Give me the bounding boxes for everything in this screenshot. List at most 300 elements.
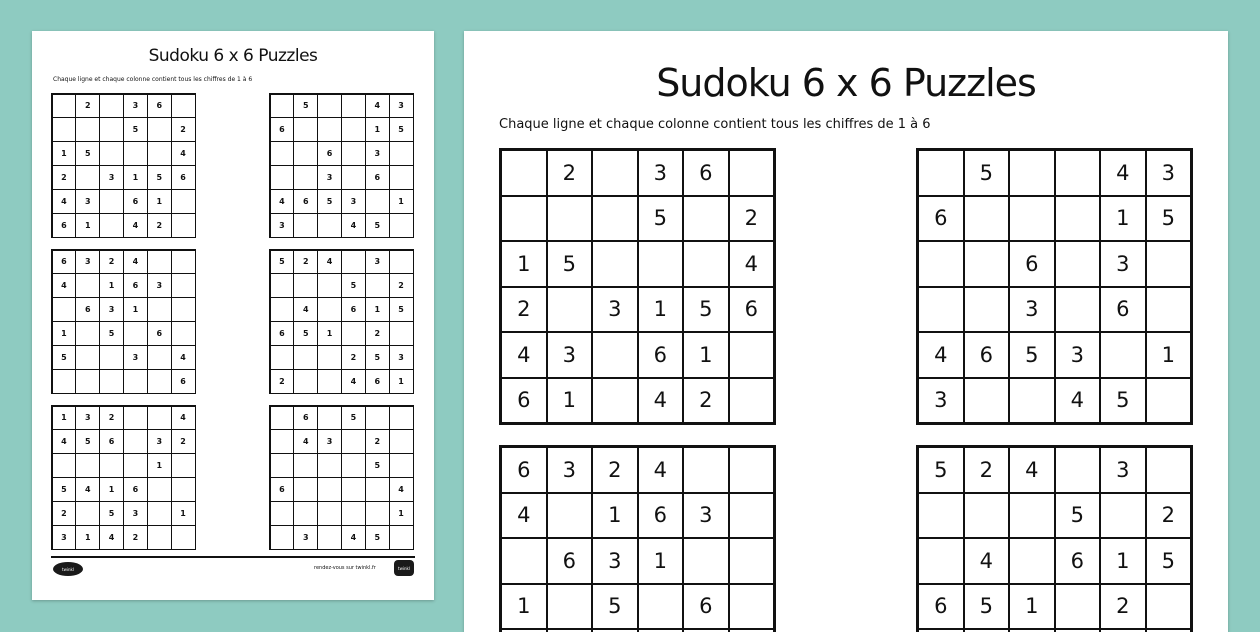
sudoku-cell: 2 xyxy=(684,379,728,423)
sudoku-cell xyxy=(294,502,317,525)
sudoku-cell xyxy=(124,370,147,393)
sudoku-cell: 2 xyxy=(124,526,147,549)
sudoku-cell: 4 xyxy=(53,274,76,297)
sudoku-cell: 4 xyxy=(639,379,683,423)
sudoku-cell xyxy=(318,407,341,430)
sudoku-cell: 3 xyxy=(366,251,389,274)
sudoku-cell: 3 xyxy=(593,539,637,583)
sudoku-cell: 3 xyxy=(342,190,365,213)
sudoku-cell: 4 xyxy=(342,214,365,237)
sudoku-cell xyxy=(124,142,147,165)
sudoku-cell: 5 xyxy=(148,166,171,189)
sudoku-cell xyxy=(76,454,99,477)
sudoku-cell: 1 xyxy=(1147,333,1191,377)
sudoku-cell: 6 xyxy=(100,430,123,453)
sudoku-cell xyxy=(172,95,195,118)
sudoku-cell: 5 xyxy=(1056,494,1100,538)
sudoku-cell xyxy=(593,333,637,377)
sudoku-cell: 1 xyxy=(1101,539,1145,583)
sudoku-cell xyxy=(76,346,99,369)
sudoku-cell xyxy=(124,322,147,345)
sudoku-cell xyxy=(342,166,365,189)
sudoku-cell: 2 xyxy=(390,274,413,297)
sudoku-cell xyxy=(100,118,123,141)
sudoku-cell: 5 xyxy=(1147,539,1191,583)
sudoku-cell xyxy=(919,151,963,195)
sudoku-cell xyxy=(684,197,728,241)
sudoku-cell xyxy=(100,142,123,165)
sudoku-cell xyxy=(730,539,774,583)
sudoku-cell xyxy=(148,526,171,549)
sudoku-cell: 4 xyxy=(730,242,774,286)
sudoku-cell: 6 xyxy=(124,274,147,297)
sudoku-cell: 4 xyxy=(1010,448,1054,492)
sudoku-cell xyxy=(124,407,147,430)
sudoku-cell xyxy=(294,478,317,501)
sudoku-cell xyxy=(318,118,341,141)
sudoku-cell: 5 xyxy=(366,346,389,369)
sudoku-cell xyxy=(390,322,413,345)
sudoku-cell: 1 xyxy=(124,298,147,321)
sudoku-cell: 1 xyxy=(1010,585,1054,629)
sudoku-cell: 4 xyxy=(366,95,389,118)
sudoku-cell xyxy=(271,407,294,430)
sudoku-cell: 1 xyxy=(148,454,171,477)
left-sheet-subtitle: Chaque ligne et chaque colonne contient tous les chiffres de 1 à 6 xyxy=(53,76,253,83)
sudoku-cell: 2 xyxy=(76,95,99,118)
sudoku-cell: 5 xyxy=(965,585,1009,629)
sudoku-cell xyxy=(172,298,195,321)
sudoku-cell: 6 xyxy=(366,370,389,393)
sudoku-cell: 2 xyxy=(593,448,637,492)
sudoku-cell xyxy=(53,95,76,118)
sudoku-cell xyxy=(124,454,147,477)
sudoku-cell: 4 xyxy=(639,448,683,492)
sudoku-cell: 4 xyxy=(172,346,195,369)
sudoku-cell xyxy=(271,430,294,453)
sudoku-cell: 1 xyxy=(318,322,341,345)
sudoku-cell xyxy=(294,274,317,297)
sudoku-cell xyxy=(148,142,171,165)
sudoku-cell: 4 xyxy=(76,478,99,501)
sudoku-cell xyxy=(1010,539,1054,583)
sudoku-cell xyxy=(172,274,195,297)
sudoku-cell xyxy=(1010,151,1054,195)
sudoku-cell xyxy=(502,539,546,583)
sudoku-cell: 6 xyxy=(965,333,1009,377)
sudoku-cell: 4 xyxy=(124,251,147,274)
sudoku-cell xyxy=(390,430,413,453)
sudoku-cell: 4 xyxy=(271,190,294,213)
sudoku-cell xyxy=(548,288,592,332)
sudoku-cell xyxy=(271,142,294,165)
sudoku-cell xyxy=(100,454,123,477)
sudoku-cell: 3 xyxy=(548,333,592,377)
sudoku-cell xyxy=(100,214,123,237)
sudoku-cell: 1 xyxy=(502,585,546,629)
sudoku-cell: 5 xyxy=(53,346,76,369)
sudoku-cell xyxy=(593,379,637,423)
footer-divider xyxy=(51,556,415,558)
sudoku-cell xyxy=(965,242,1009,286)
small-sudoku-grid xyxy=(51,93,196,238)
sudoku-cell xyxy=(965,379,1009,423)
sudoku-cell: 1 xyxy=(639,539,683,583)
sudoku-cell xyxy=(1010,379,1054,423)
right-sheet-subtitle: Chaque ligne et chaque colonne contient tous les chiffres de 1 à 6 xyxy=(499,117,931,132)
sudoku-cell: 2 xyxy=(342,346,365,369)
sudoku-cell: 4 xyxy=(390,478,413,501)
sudoku-cell: 3 xyxy=(1056,333,1100,377)
sudoku-cell xyxy=(76,274,99,297)
sudoku-cell xyxy=(1056,288,1100,332)
sudoku-cell xyxy=(318,370,341,393)
sudoku-cell: 1 xyxy=(390,190,413,213)
sudoku-cell: 4 xyxy=(53,430,76,453)
right-sheet-title: Sudoku 6 x 6 Puzzles xyxy=(656,61,1036,105)
sudoku-cell xyxy=(548,494,592,538)
sudoku-cell xyxy=(342,502,365,525)
sudoku-cell: 5 xyxy=(1101,379,1145,423)
sudoku-cell: 6 xyxy=(53,214,76,237)
sudoku-cell xyxy=(730,585,774,629)
sudoku-cell: 3 xyxy=(366,142,389,165)
sudoku-cell: 2 xyxy=(1101,585,1145,629)
sudoku-cell xyxy=(294,118,317,141)
sudoku-cell: 4 xyxy=(172,407,195,430)
sudoku-cell xyxy=(1147,242,1191,286)
sudoku-cell xyxy=(294,346,317,369)
sudoku-cell: 3 xyxy=(100,298,123,321)
right-worksheet-zoom xyxy=(464,31,1228,632)
sudoku-cell: 3 xyxy=(124,502,147,525)
sudoku-cell xyxy=(919,288,963,332)
sudoku-cell: 1 xyxy=(684,333,728,377)
sudoku-cell: 5 xyxy=(965,151,1009,195)
sudoku-cell: 6 xyxy=(730,288,774,332)
sudoku-grid xyxy=(916,445,1193,632)
sudoku-cell: 5 xyxy=(390,298,413,321)
sudoku-cell: 6 xyxy=(294,407,317,430)
sudoku-cell: 5 xyxy=(1010,333,1054,377)
sudoku-cell: 5 xyxy=(639,197,683,241)
sudoku-cell: 1 xyxy=(76,214,99,237)
sudoku-cell: 5 xyxy=(366,526,389,549)
sudoku-cell xyxy=(390,142,413,165)
sudoku-cell xyxy=(172,478,195,501)
sudoku-cell xyxy=(271,298,294,321)
sudoku-cell: 1 xyxy=(639,288,683,332)
sudoku-cell: 1 xyxy=(100,274,123,297)
sudoku-cell xyxy=(271,346,294,369)
sudoku-cell: 5 xyxy=(294,95,317,118)
sudoku-cell: 4 xyxy=(965,539,1009,583)
small-sudoku-grid xyxy=(51,405,196,550)
sudoku-cell: 5 xyxy=(53,478,76,501)
sudoku-cell xyxy=(76,322,99,345)
sudoku-cell xyxy=(366,478,389,501)
sudoku-cell: 6 xyxy=(172,370,195,393)
sudoku-cell xyxy=(148,251,171,274)
sudoku-cell: 6 xyxy=(919,197,963,241)
sudoku-cell xyxy=(1056,151,1100,195)
sudoku-grid xyxy=(499,148,776,425)
sudoku-cell xyxy=(271,95,294,118)
sudoku-cell xyxy=(172,322,195,345)
sudoku-cell: 6 xyxy=(271,118,294,141)
sudoku-cell: 2 xyxy=(53,502,76,525)
left-worksheet-preview xyxy=(32,31,434,600)
sudoku-cell: 6 xyxy=(684,585,728,629)
footer-website-text: rendez-vous sur twinkl.fr xyxy=(314,565,376,571)
sudoku-cell xyxy=(730,494,774,538)
sudoku-cell xyxy=(148,478,171,501)
sudoku-cell: 3 xyxy=(1101,448,1145,492)
sudoku-cell: 4 xyxy=(1101,151,1145,195)
sudoku-cell: 6 xyxy=(639,333,683,377)
sudoku-cell xyxy=(1147,288,1191,332)
sudoku-cell xyxy=(148,370,171,393)
sudoku-cell: 2 xyxy=(366,322,389,345)
sudoku-cell: 3 xyxy=(390,346,413,369)
sudoku-cell xyxy=(53,454,76,477)
sudoku-cell: 3 xyxy=(271,214,294,237)
left-sheet-title: Sudoku 6 x 6 Puzzles xyxy=(148,46,318,66)
sudoku-cell: 5 xyxy=(1147,197,1191,241)
sudoku-cell xyxy=(318,298,341,321)
sudoku-cell xyxy=(76,166,99,189)
sudoku-cell xyxy=(124,430,147,453)
sudoku-cell: 6 xyxy=(318,142,341,165)
sudoku-cell xyxy=(271,166,294,189)
sudoku-cell xyxy=(172,251,195,274)
sudoku-cell xyxy=(148,502,171,525)
sudoku-cell: 5 xyxy=(593,585,637,629)
sudoku-cell: 6 xyxy=(342,298,365,321)
sudoku-cell: 1 xyxy=(366,118,389,141)
sudoku-cell xyxy=(271,274,294,297)
sudoku-cell xyxy=(919,494,963,538)
sudoku-cell xyxy=(390,407,413,430)
sudoku-cell xyxy=(172,526,195,549)
sudoku-cell xyxy=(1147,379,1191,423)
sudoku-cell xyxy=(342,142,365,165)
sudoku-cell xyxy=(390,166,413,189)
sudoku-cell: 6 xyxy=(124,478,147,501)
sudoku-cell: 4 xyxy=(172,142,195,165)
sudoku-cell xyxy=(148,298,171,321)
twinkl-logo: twinkl xyxy=(53,562,83,576)
sudoku-cell xyxy=(684,242,728,286)
sudoku-cell xyxy=(548,197,592,241)
sudoku-cell: 2 xyxy=(100,251,123,274)
sudoku-cell: 2 xyxy=(965,448,1009,492)
sudoku-cell: 6 xyxy=(366,166,389,189)
sudoku-cell: 2 xyxy=(172,118,195,141)
small-sudoku-grid xyxy=(51,249,196,394)
sudoku-cell xyxy=(1147,448,1191,492)
sudoku-cell xyxy=(318,346,341,369)
sudoku-grid xyxy=(916,148,1193,425)
sudoku-cell xyxy=(100,95,123,118)
sudoku-cell: 3 xyxy=(76,407,99,430)
sudoku-cell: 1 xyxy=(593,494,637,538)
sudoku-cell: 1 xyxy=(390,370,413,393)
sudoku-cell xyxy=(76,118,99,141)
sudoku-cell xyxy=(684,539,728,583)
sudoku-cell xyxy=(148,407,171,430)
sudoku-cell: 6 xyxy=(502,448,546,492)
sudoku-cell xyxy=(148,118,171,141)
sudoku-cell xyxy=(1147,585,1191,629)
sudoku-cell: 6 xyxy=(1056,539,1100,583)
sudoku-cell: 6 xyxy=(271,322,294,345)
sudoku-cell: 4 xyxy=(53,190,76,213)
sudoku-cell: 6 xyxy=(548,539,592,583)
sudoku-cell xyxy=(593,242,637,286)
sudoku-cell: 3 xyxy=(593,288,637,332)
sudoku-cell xyxy=(1056,448,1100,492)
sudoku-cell: 6 xyxy=(639,494,683,538)
sudoku-cell xyxy=(1056,242,1100,286)
small-sudoku-grid xyxy=(269,93,414,238)
sudoku-cell: 4 xyxy=(502,494,546,538)
sudoku-cell xyxy=(172,214,195,237)
sudoku-cell xyxy=(76,502,99,525)
sudoku-cell: 4 xyxy=(318,251,341,274)
sudoku-cell xyxy=(502,151,546,195)
sudoku-cell: 1 xyxy=(148,190,171,213)
sudoku-cell: 6 xyxy=(148,322,171,345)
sudoku-cell xyxy=(639,585,683,629)
sudoku-cell xyxy=(53,298,76,321)
sudoku-cell xyxy=(294,166,317,189)
sudoku-cell xyxy=(502,197,546,241)
sudoku-cell: 3 xyxy=(639,151,683,195)
sudoku-cell: 2 xyxy=(502,288,546,332)
sudoku-cell xyxy=(593,151,637,195)
sudoku-cell: 1 xyxy=(53,142,76,165)
sudoku-cell: 4 xyxy=(100,526,123,549)
sudoku-cell: 2 xyxy=(100,407,123,430)
sudoku-cell: 3 xyxy=(76,251,99,274)
sudoku-cell: 4 xyxy=(919,333,963,377)
sudoku-cell: 6 xyxy=(1010,242,1054,286)
sudoku-cell: 3 xyxy=(919,379,963,423)
sudoku-cell: 3 xyxy=(1147,151,1191,195)
sudoku-cell xyxy=(593,197,637,241)
sudoku-cell: 3 xyxy=(76,190,99,213)
sudoku-cell: 2 xyxy=(548,151,592,195)
sudoku-cell: 3 xyxy=(1010,288,1054,332)
sudoku-cell: 1 xyxy=(53,322,76,345)
sudoku-cell: 6 xyxy=(271,478,294,501)
sudoku-cell xyxy=(366,502,389,525)
sudoku-cell: 6 xyxy=(684,151,728,195)
sudoku-cell: 5 xyxy=(100,502,123,525)
sudoku-cell: 2 xyxy=(730,197,774,241)
sudoku-cell: 4 xyxy=(342,370,365,393)
sudoku-cell: 5 xyxy=(919,448,963,492)
sudoku-cell xyxy=(390,454,413,477)
sudoku-cell: 3 xyxy=(124,95,147,118)
sudoku-cell xyxy=(318,502,341,525)
sudoku-cell xyxy=(919,242,963,286)
sudoku-cell xyxy=(390,214,413,237)
sudoku-cell: 2 xyxy=(1147,494,1191,538)
sudoku-cell: 5 xyxy=(390,118,413,141)
sudoku-cell: 2 xyxy=(271,370,294,393)
sudoku-cell xyxy=(53,118,76,141)
sudoku-cell xyxy=(1101,494,1145,538)
sudoku-cell: 4 xyxy=(124,214,147,237)
sudoku-cell xyxy=(318,214,341,237)
sudoku-cell: 4 xyxy=(502,333,546,377)
sudoku-cell xyxy=(730,151,774,195)
sudoku-cell: 1 xyxy=(53,407,76,430)
sudoku-cell xyxy=(1056,197,1100,241)
sudoku-cell xyxy=(271,454,294,477)
sudoku-cell xyxy=(294,370,317,393)
sudoku-cell: 5 xyxy=(100,322,123,345)
sudoku-cell: 2 xyxy=(366,430,389,453)
sudoku-cell: 2 xyxy=(294,251,317,274)
sudoku-cell: 1 xyxy=(548,379,592,423)
sudoku-cell: 1 xyxy=(76,526,99,549)
sudoku-cell: 3 xyxy=(684,494,728,538)
sudoku-cell xyxy=(148,346,171,369)
sudoku-cell xyxy=(318,95,341,118)
sudoku-cell xyxy=(318,526,341,549)
sudoku-cell xyxy=(1101,333,1145,377)
sudoku-cell: 5 xyxy=(294,322,317,345)
sudoku-cell xyxy=(342,454,365,477)
sudoku-cell xyxy=(919,539,963,583)
sudoku-cell: 3 xyxy=(148,274,171,297)
sudoku-cell: 3 xyxy=(318,430,341,453)
sudoku-cell xyxy=(965,197,1009,241)
sudoku-cell: 1 xyxy=(366,298,389,321)
sudoku-grid xyxy=(499,445,776,632)
sudoku-cell: 1 xyxy=(390,502,413,525)
sudoku-cell: 3 xyxy=(548,448,592,492)
sudoku-cell: 5 xyxy=(318,190,341,213)
sudoku-cell xyxy=(965,494,1009,538)
sudoku-cell: 2 xyxy=(53,166,76,189)
sudoku-cell: 5 xyxy=(366,454,389,477)
sudoku-cell xyxy=(965,288,1009,332)
sudoku-cell: 3 xyxy=(390,95,413,118)
sudoku-cell: 3 xyxy=(100,166,123,189)
sudoku-cell xyxy=(730,448,774,492)
sudoku-cell xyxy=(730,333,774,377)
sudoku-cell: 6 xyxy=(124,190,147,213)
sudoku-cell xyxy=(342,95,365,118)
sudoku-cell xyxy=(366,407,389,430)
sudoku-cell xyxy=(294,142,317,165)
sudoku-cell xyxy=(390,526,413,549)
sudoku-cell: 4 xyxy=(342,526,365,549)
sudoku-cell: 2 xyxy=(148,214,171,237)
sudoku-cell xyxy=(100,346,123,369)
sudoku-cell xyxy=(342,322,365,345)
sudoku-cell: 4 xyxy=(1056,379,1100,423)
sudoku-cell xyxy=(390,251,413,274)
sudoku-cell xyxy=(172,454,195,477)
sudoku-cell xyxy=(730,379,774,423)
sudoku-cell xyxy=(1010,494,1054,538)
sudoku-cell: 1 xyxy=(1101,197,1145,241)
